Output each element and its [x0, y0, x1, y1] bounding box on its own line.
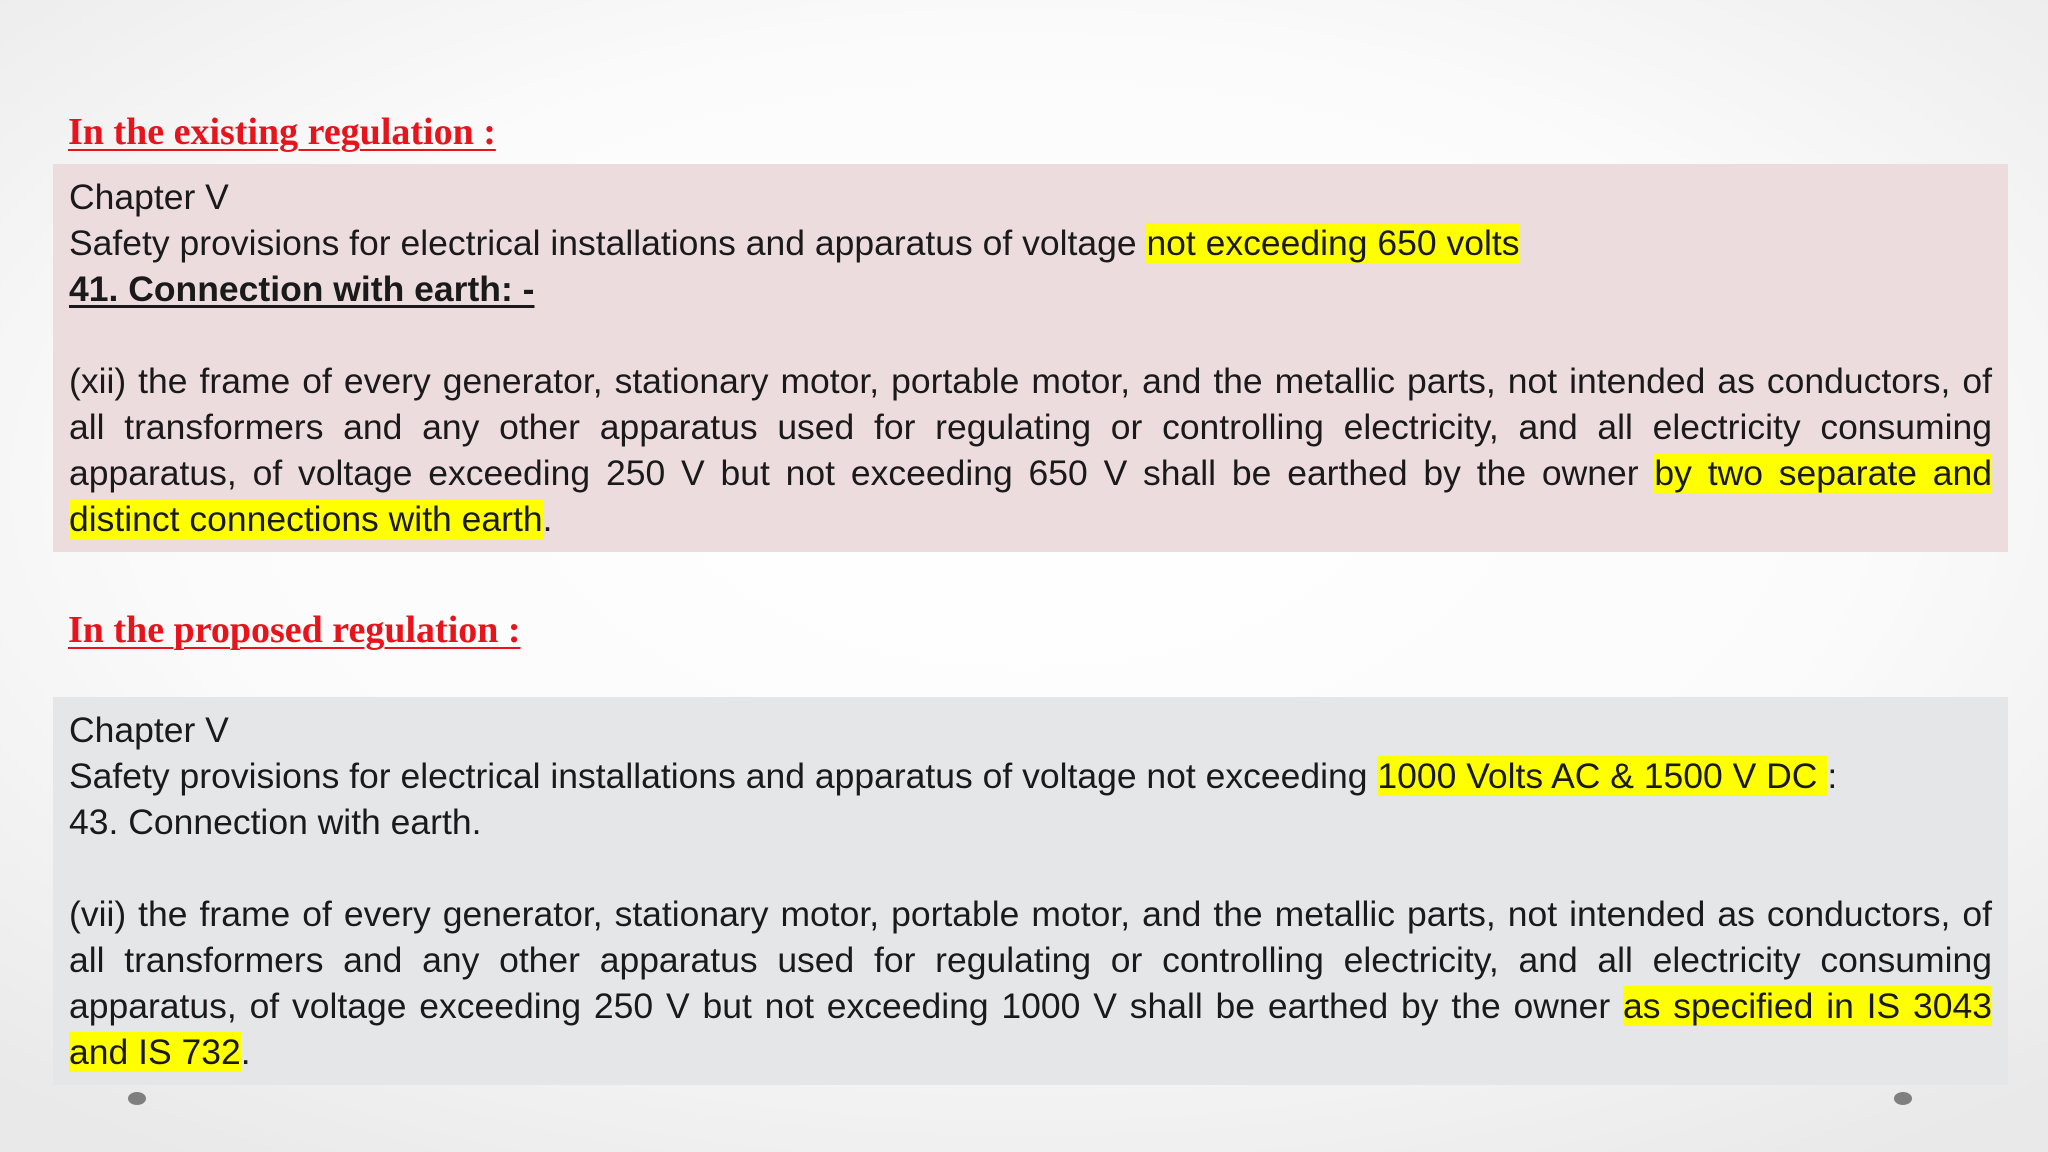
existing-paragraph-end: . [542, 499, 553, 539]
existing-paragraph-highlight: by two separate and distinct connections with earth [69, 453, 1992, 539]
spacer [69, 845, 1992, 891]
proposed-provision-end: : [1827, 756, 1838, 796]
slide-decoration-dot-left [128, 1092, 146, 1105]
existing-clause-title: 41. Connection with earth: - [69, 269, 535, 309]
spacer [69, 312, 1992, 358]
proposed-clause-paragraph [69, 891, 1992, 1075]
existing-clause-title-line [69, 266, 1992, 312]
existing-regulation-box [53, 164, 2008, 552]
existing-regulation-heading: In the existing regulation : [68, 111, 496, 153]
proposed-regulation-box [53, 697, 2008, 1085]
existing-provision [69, 220, 1992, 266]
existing-clause-paragraph [69, 358, 1992, 542]
proposed-provision [69, 753, 1992, 799]
existing-paragraph-text: (xii) the frame of every generator, stationary motor, portable motor, and the metallic parts, not intended as conductors, of all transformers and any other apparatus used for regulating or controlling electricity, and all electricity consuming apparatus, of voltage exceeding 250 V but not exceeding 650 V shall be earthed by the owner [69, 361, 1992, 493]
proposed-chapter: Chapter V [69, 710, 229, 750]
proposed-clause-title: 43. Connection with earth. [69, 802, 482, 842]
proposed-provision-highlight: 1000 Volts AC & 1500 V DC [1377, 756, 1828, 796]
proposed-paragraph-end: . [240, 1032, 251, 1072]
existing-chapter: Chapter V [69, 177, 229, 217]
proposed-paragraph-text: (vii) the frame of every generator, stationary motor, portable motor, and the metallic parts, not intended as conductors, of all transformers and any other apparatus used for regulating or controlling electricity, and all electricity consuming apparatus, of voltage exceeding 250 V but not exceeding 1000 V shall be earthed by the owner [69, 894, 1992, 1026]
proposed-paragraph-highlight: as specified in IS 3043 and IS 732 [69, 986, 1992, 1072]
proposed-regulation-heading: In the proposed regulation : [68, 609, 521, 651]
proposed-provision-text: Safety provisions for electrical installations and apparatus of voltage not exceeding [69, 756, 1378, 796]
slide-decoration-dot-right [1894, 1092, 1912, 1105]
existing-provision-highlight: not exceeding 650 volts [1146, 223, 1520, 263]
existing-provision-text: Safety provisions for electrical installations and apparatus of voltage [69, 223, 1147, 263]
